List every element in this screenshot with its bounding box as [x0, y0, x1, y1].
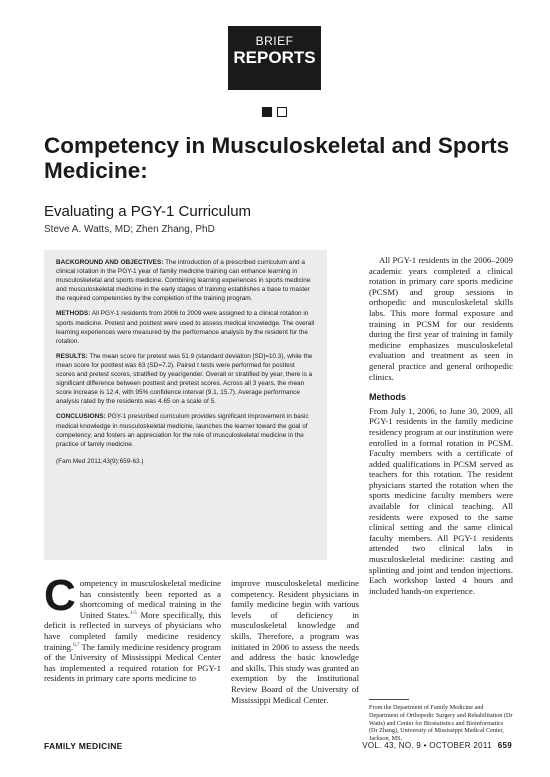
empty-square-icon — [277, 107, 287, 117]
section-header-box — [228, 26, 321, 90]
section-label-brief: BRIEF — [255, 34, 294, 48]
drop-cap: C — [44, 571, 76, 620]
intro-paragraph-continued: improve musculoskeletal medicine competency. Resident physicians in family medicine begin with various levels of deficiency in musculoskeletal knowledge and skills. Therefore, a program was initiated in 2006 to assess the needs and address the basic knowledge and skills. This study was granted an exemption by the Institutional Review Board of the University of Mississippi Medical Center. — [231, 578, 359, 705]
intro-text-2: More specifically, this deficit is reflected in surveys of physicians who have completed family medicine residency training. — [44, 609, 221, 652]
body-column-3 — [369, 255, 513, 596]
body-column-1 — [44, 571, 221, 684]
abstract-methods-label: METHODS: — [56, 310, 91, 318]
article-authors: Steve A. Watts, MD; Zhen Zhang, PhD — [44, 224, 215, 235]
author-affiliation: From the Department of Family Medicine and Department of Orthopedic Surgery and Rehabilitation (Dr Watts) and Center for Biostatistics and Bioinformatics (Dr Zhang), University of Mississippi Medical Center, Jackson, MS. — [369, 704, 513, 743]
abstract-results-text: The mean score for pretest was 51.9 (standard deviation [SD]=10.3), while the mean score for posttest was 63 (SD=7.2). Paired t tests were performed for posttest scores and pretest scores, stratified by year/gender. Overall or stratified by year, there is a significant difference between posttest and pretest scores. Across all 3 years, the mean score increase is 12.4, with 95% confidence interval (9.1, 15.7). Average performance analysis rated by the residents was 4.65 on a scale of 5. — [56, 352, 313, 406]
abstract-methods-text: All PGY-1 residents from 2006 to 2009 were assigned to a clinical rotation in sports medicine. Pretest and posttest were used to assess medical knowledge. The overall learning experiences were measured by the performance analysis by the resident for the rotation. — [56, 310, 315, 345]
abstract-citation: (Fam Med 2011;43(9):659-63.) — [56, 457, 144, 465]
abstract-background-label: BACKGROUND AND OBJECTIVES: — [56, 259, 164, 266]
methods-heading: Methods — [369, 392, 406, 403]
intro-text-1: ompetency in musculoskeletal medicine has consistently been reported as a shortcoming of medical training in the United States. — [79, 578, 221, 620]
journal-name: FAMILY MEDICINE — [44, 741, 123, 751]
methods-paragraph: From July 1, 2006, to June 30, 2009, all PGY-1 residents in the family medicine residency program at our institution were enrolled in a formal rotation in PCSM. Faculty members with a certificate of added qualifications in PCSM served as teachers for this rotation. The resident physicians started the rotation when the sports medicine faculty members were available for clinical teaching. All residents were exposed to the same clinical setting and the same clinical faculty members. All PGY-1 residents attended two clinical labs in musculoskeletal medicine: casting and splinting and joint and tendon injections. Each workshop lasted 4 hours and included hands-on experience. — [369, 405, 513, 596]
section-label-reports: REPORTS — [233, 48, 316, 67]
abstract-conclusions-label: CONCLUSIONS: — [56, 413, 106, 421]
abstract-background-text: The introduction of a prescribed curriculum and a clinical rotation in the PGY-1 year of family medicine training can enhance learning in musculoskeletal and sports medicine. Combining learning experiences in sports medicine and musculoskeletal medicine in the early stages of training establishes a base to master the required competencies by the completion of the training program. — [56, 259, 311, 303]
intro-paragraph-residents: All PGY-1 residents in the 2006–2009 academic years completed a clinical rotation in primary care sports medicine (PCSM) and group sessions in orthopedic and musculoskeletal skills labs. This more formal exposure and training in PCSM for our residents during the first year of training in family medicine emphasizes musculoskeletal evaluation and treatment as seen in general practice and general orthopedic clinics. — [369, 255, 513, 382]
intro-text-3: The family medicine residency program of the University of Mississippi Medical Center has implemented a required rotation for PGY-1 residents in primary care sports medicine to — [44, 641, 221, 684]
footnote-divider — [369, 699, 409, 700]
reference-superscript: 6,7 — [73, 642, 80, 648]
abstract-conclusions — [56, 412, 315, 448]
abstract-background — [56, 258, 315, 303]
article-title: Competency in Musculoskeletal and Sports Medicine: — [44, 133, 510, 183]
article-subtitle: Evaluating a PGY-1 Curriculum — [44, 203, 252, 220]
abstract-conclusions-text: PGY-1 prescribed curriculum provides significant improvement in basic medical knowledge in musculoskeletal medicine, launches the learner toward the goal of competency, and fosters an appreciation for the role of musculoskeletal medicine in the practice of family medicine. — [56, 413, 309, 448]
abstract-results-label: RESULTS: — [56, 352, 88, 360]
intro-paragraph-start — [44, 571, 221, 684]
abstract-results — [56, 352, 315, 407]
issue-info — [362, 741, 512, 750]
body-column-2 — [231, 578, 359, 705]
abstract-box — [44, 250, 327, 560]
abstract-methods — [56, 309, 315, 345]
reference-superscript: 1-5 — [130, 610, 137, 616]
issue-details: VOL. 43, NO. 9 • OCTOBER 2011 — [362, 741, 492, 750]
page-number: 659 — [497, 741, 512, 750]
filled-square-icon — [262, 107, 272, 117]
